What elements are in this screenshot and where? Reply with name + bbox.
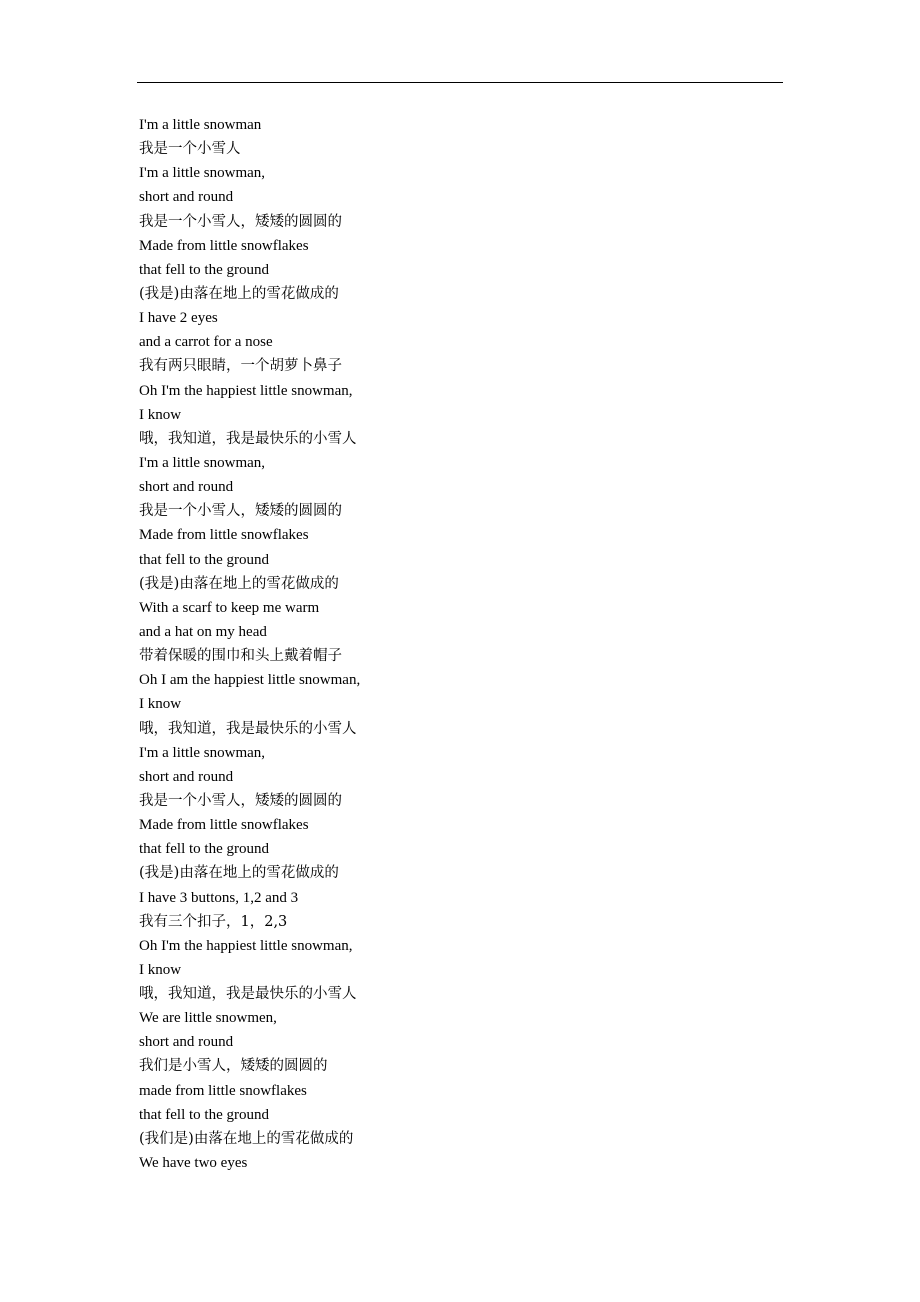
lyric-line: I'm a little snowman bbox=[139, 117, 262, 133]
lyric-line: 我是一个小雪人，矮矮的圆圆的 bbox=[139, 503, 342, 520]
lyric-line: 我是一个小雪人，矮矮的圆圆的 bbox=[139, 792, 342, 809]
lyric-line: (我们是)由落在地上的雪花做成的 bbox=[139, 1130, 354, 1147]
lyric-line: 我是一个小雪人 bbox=[139, 141, 241, 158]
lyric-line: 我是一个小雪人，矮矮的圆圆的 bbox=[139, 213, 342, 230]
lyric-line: 带着保暖的围巾和头上戴着帽子 bbox=[139, 648, 342, 665]
lyric-line: 哦，我知道，我是最快乐的小雪人 bbox=[139, 986, 357, 1003]
lyric-line: that fell to the ground bbox=[139, 551, 269, 568]
lyric-line: that fell to the ground bbox=[139, 261, 269, 278]
lyric-line: made from little snowflakes bbox=[139, 1082, 307, 1099]
lyric-line: Oh I'm the happiest little snowman, bbox=[139, 382, 353, 399]
lyric-line: With a scarf to keep me warm bbox=[139, 599, 320, 616]
lyric-line: I know bbox=[139, 961, 182, 978]
lyric-line: and a hat on my head bbox=[139, 623, 267, 640]
lyric-line: that fell to the ground bbox=[139, 1106, 269, 1123]
lyric-line: I'm a little snowman, bbox=[139, 744, 266, 761]
lyric-line: 我有三个扣子，1，2,3 bbox=[139, 913, 288, 930]
lyric-line: I'm a little snowman, bbox=[139, 165, 266, 182]
lyric-line: Made from little snowflakes bbox=[139, 527, 309, 544]
lyric-line: I know bbox=[139, 696, 182, 713]
lyric-line: short and round bbox=[139, 479, 234, 496]
lyric-line: I have 2 eyes bbox=[139, 310, 218, 327]
lyric-line: (我是)由落在地上的雪花做成的 bbox=[139, 865, 339, 882]
lyric-line: short and round bbox=[139, 768, 234, 785]
lyric-line: short and round bbox=[139, 189, 234, 206]
lyric-line: 我有两只眼睛，一个胡萝卜鼻子 bbox=[139, 358, 342, 375]
header-rule bbox=[137, 82, 783, 83]
lyric-line: Oh I'm the happiest little snowman, bbox=[139, 937, 353, 954]
lyric-line: 哦，我知道，我是最快乐的小雪人 bbox=[139, 430, 357, 447]
lyric-line: (我是)由落在地上的雪花做成的 bbox=[139, 575, 339, 592]
lyric-line: I have 3 buttons, 1,2 and 3 bbox=[139, 889, 299, 906]
lyric-line: Made from little snowflakes bbox=[139, 817, 309, 834]
lyric-line: short and round bbox=[139, 1034, 234, 1051]
lyric-line: We have two eyes bbox=[139, 1155, 248, 1172]
lyric-line: We are little snowmen, bbox=[139, 1010, 277, 1027]
lyric-line: 我们是小雪人，矮矮的圆圆的 bbox=[139, 1058, 328, 1075]
lyric-line: (我是)由落在地上的雪花做成的 bbox=[139, 285, 339, 302]
lyric-line: 哦，我知道，我是最快乐的小雪人 bbox=[139, 720, 357, 737]
lyrics-body bbox=[139, 113, 779, 1175]
lyric-line: I know bbox=[139, 406, 182, 423]
lyric-line: and a carrot for a nose bbox=[139, 334, 273, 351]
lyric-line: that fell to the ground bbox=[139, 841, 269, 858]
lyric-line: Oh I am the happiest little snowman, bbox=[139, 672, 361, 689]
lyric-line: I'm a little snowman, bbox=[139, 454, 266, 471]
lyric-line: Made from little snowflakes bbox=[139, 237, 309, 254]
